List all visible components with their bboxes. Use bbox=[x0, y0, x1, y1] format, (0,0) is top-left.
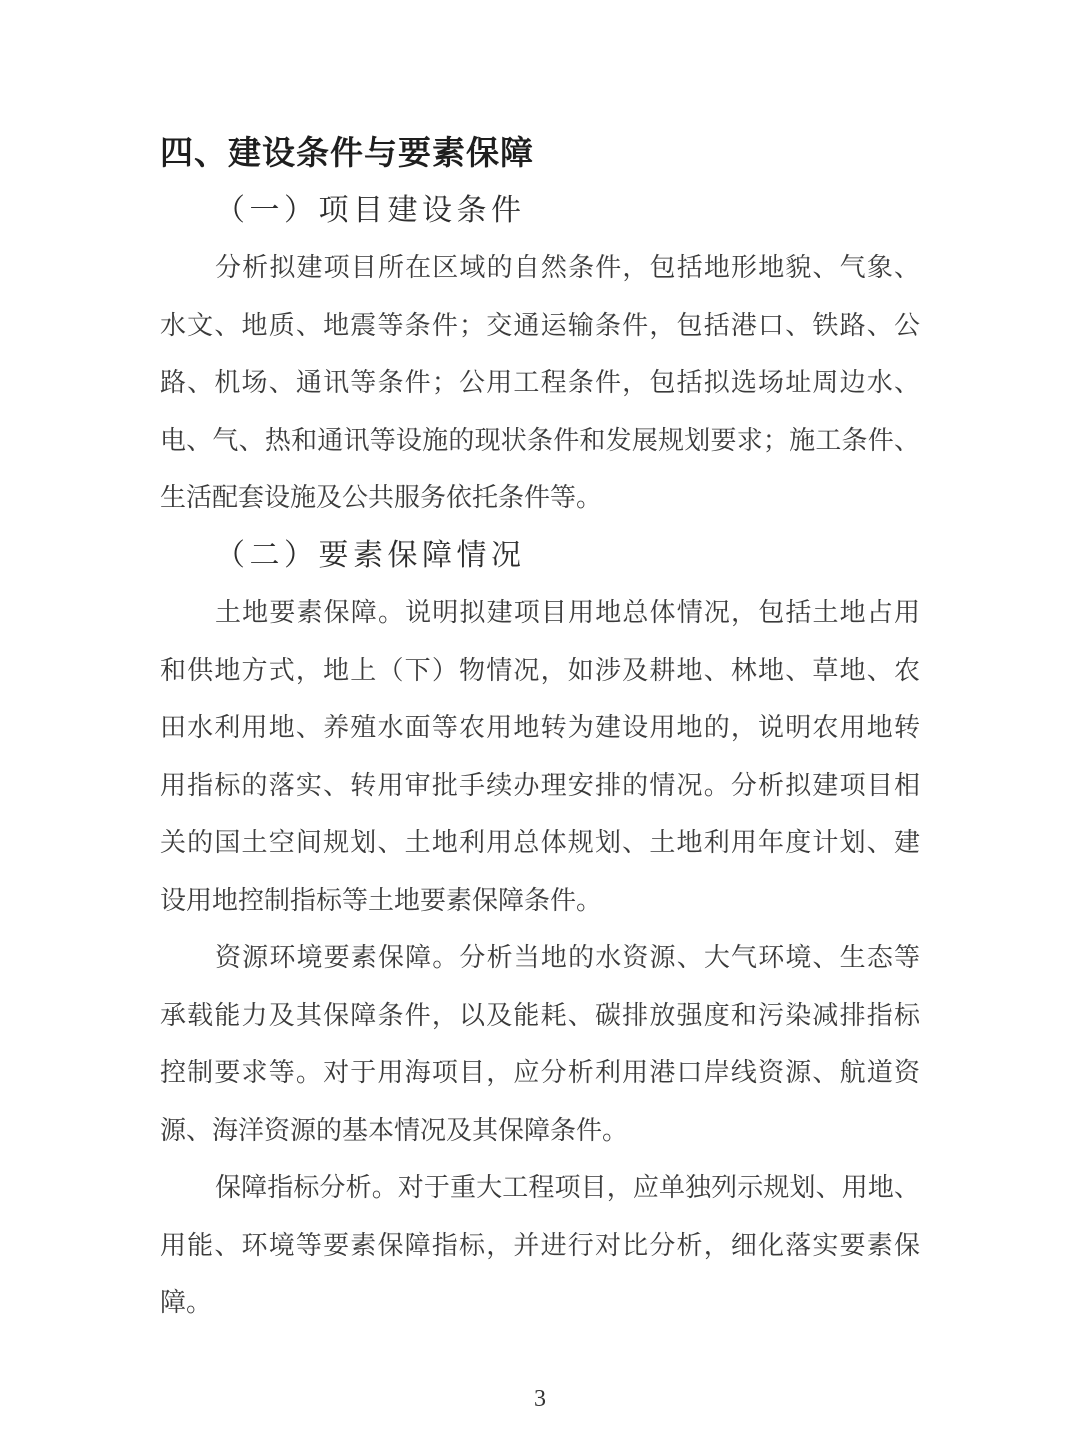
text-line: 资源环境要素保障。分析当地的水资源、大气环境、生态等 bbox=[215, 943, 920, 972]
text-line: 控制要求等。对于用海项目，应分析利用港口岸线资源、航道资 bbox=[160, 1058, 920, 1087]
subsection-heading-1: （一）项目建设条件 bbox=[215, 193, 526, 227]
text-line: 土地要素保障。说明拟建项目用地总体情况，包括土地占用 bbox=[215, 598, 920, 627]
text-line: 用能、环境等要素保障指标，并进行对比分析，细化落实要素保 bbox=[160, 1230, 920, 1260]
section-heading: 四、建设条件与要素保障 bbox=[160, 134, 534, 171]
text-line: 用指标的落实、转用审批手续办理安排的情况。分析拟建项目相 bbox=[160, 770, 920, 800]
page-number: 3 bbox=[534, 1386, 546, 1412]
text-line: 路、机场、通讯等条件；公用工程条件，包括拟选场址周边水、 bbox=[160, 368, 920, 397]
text-line: 关的国土空间规划、土地利用总体规划、土地利用年度计划、建 bbox=[160, 828, 920, 857]
paragraph-project-construction-conditions bbox=[160, 239, 920, 527]
text-line: 源、海洋资源的基本情况及其保障条件。 bbox=[160, 1115, 629, 1145]
text-line: 设用地控制指标等土地要素保障条件。 bbox=[160, 885, 603, 915]
text-line: 承载能力及其保障条件，以及能耗、碳排放强度和污染减排指标 bbox=[160, 1000, 920, 1030]
text-line: 保障指标分析。对于重大工程项目，应单独列示规划、用地、 bbox=[215, 1173, 920, 1202]
paragraph-resource-environment-guarantee bbox=[160, 929, 920, 1159]
text-line: 分析拟建项目所在区域的自然条件，包括地形地貌、气象、 bbox=[215, 253, 920, 282]
text-line: 生活配套设施及公共服务依托条件等。 bbox=[160, 483, 603, 512]
text-line: 田水利用地、养殖水面等农用地转为建设用地的，说明农用地转 bbox=[160, 713, 920, 742]
subsection-heading-2: （二）要素保障情况 bbox=[215, 538, 526, 572]
paragraph-land-factor-guarantee bbox=[160, 584, 920, 929]
text-line: 电、气、热和通讯等设施的现状条件和发展规划要求；施工条件、 bbox=[160, 425, 920, 455]
paragraph-guarantee-indicator-analysis bbox=[160, 1159, 920, 1332]
text-line: 和供地方式，地上（下）物情况，如涉及耕地、林地、草地、农 bbox=[160, 655, 920, 685]
text-line: 障。 bbox=[160, 1288, 213, 1317]
document-content bbox=[160, 124, 920, 1332]
text-line: 水文、地质、地震等条件；交通运输条件，包括港口、铁路、公 bbox=[160, 310, 920, 340]
